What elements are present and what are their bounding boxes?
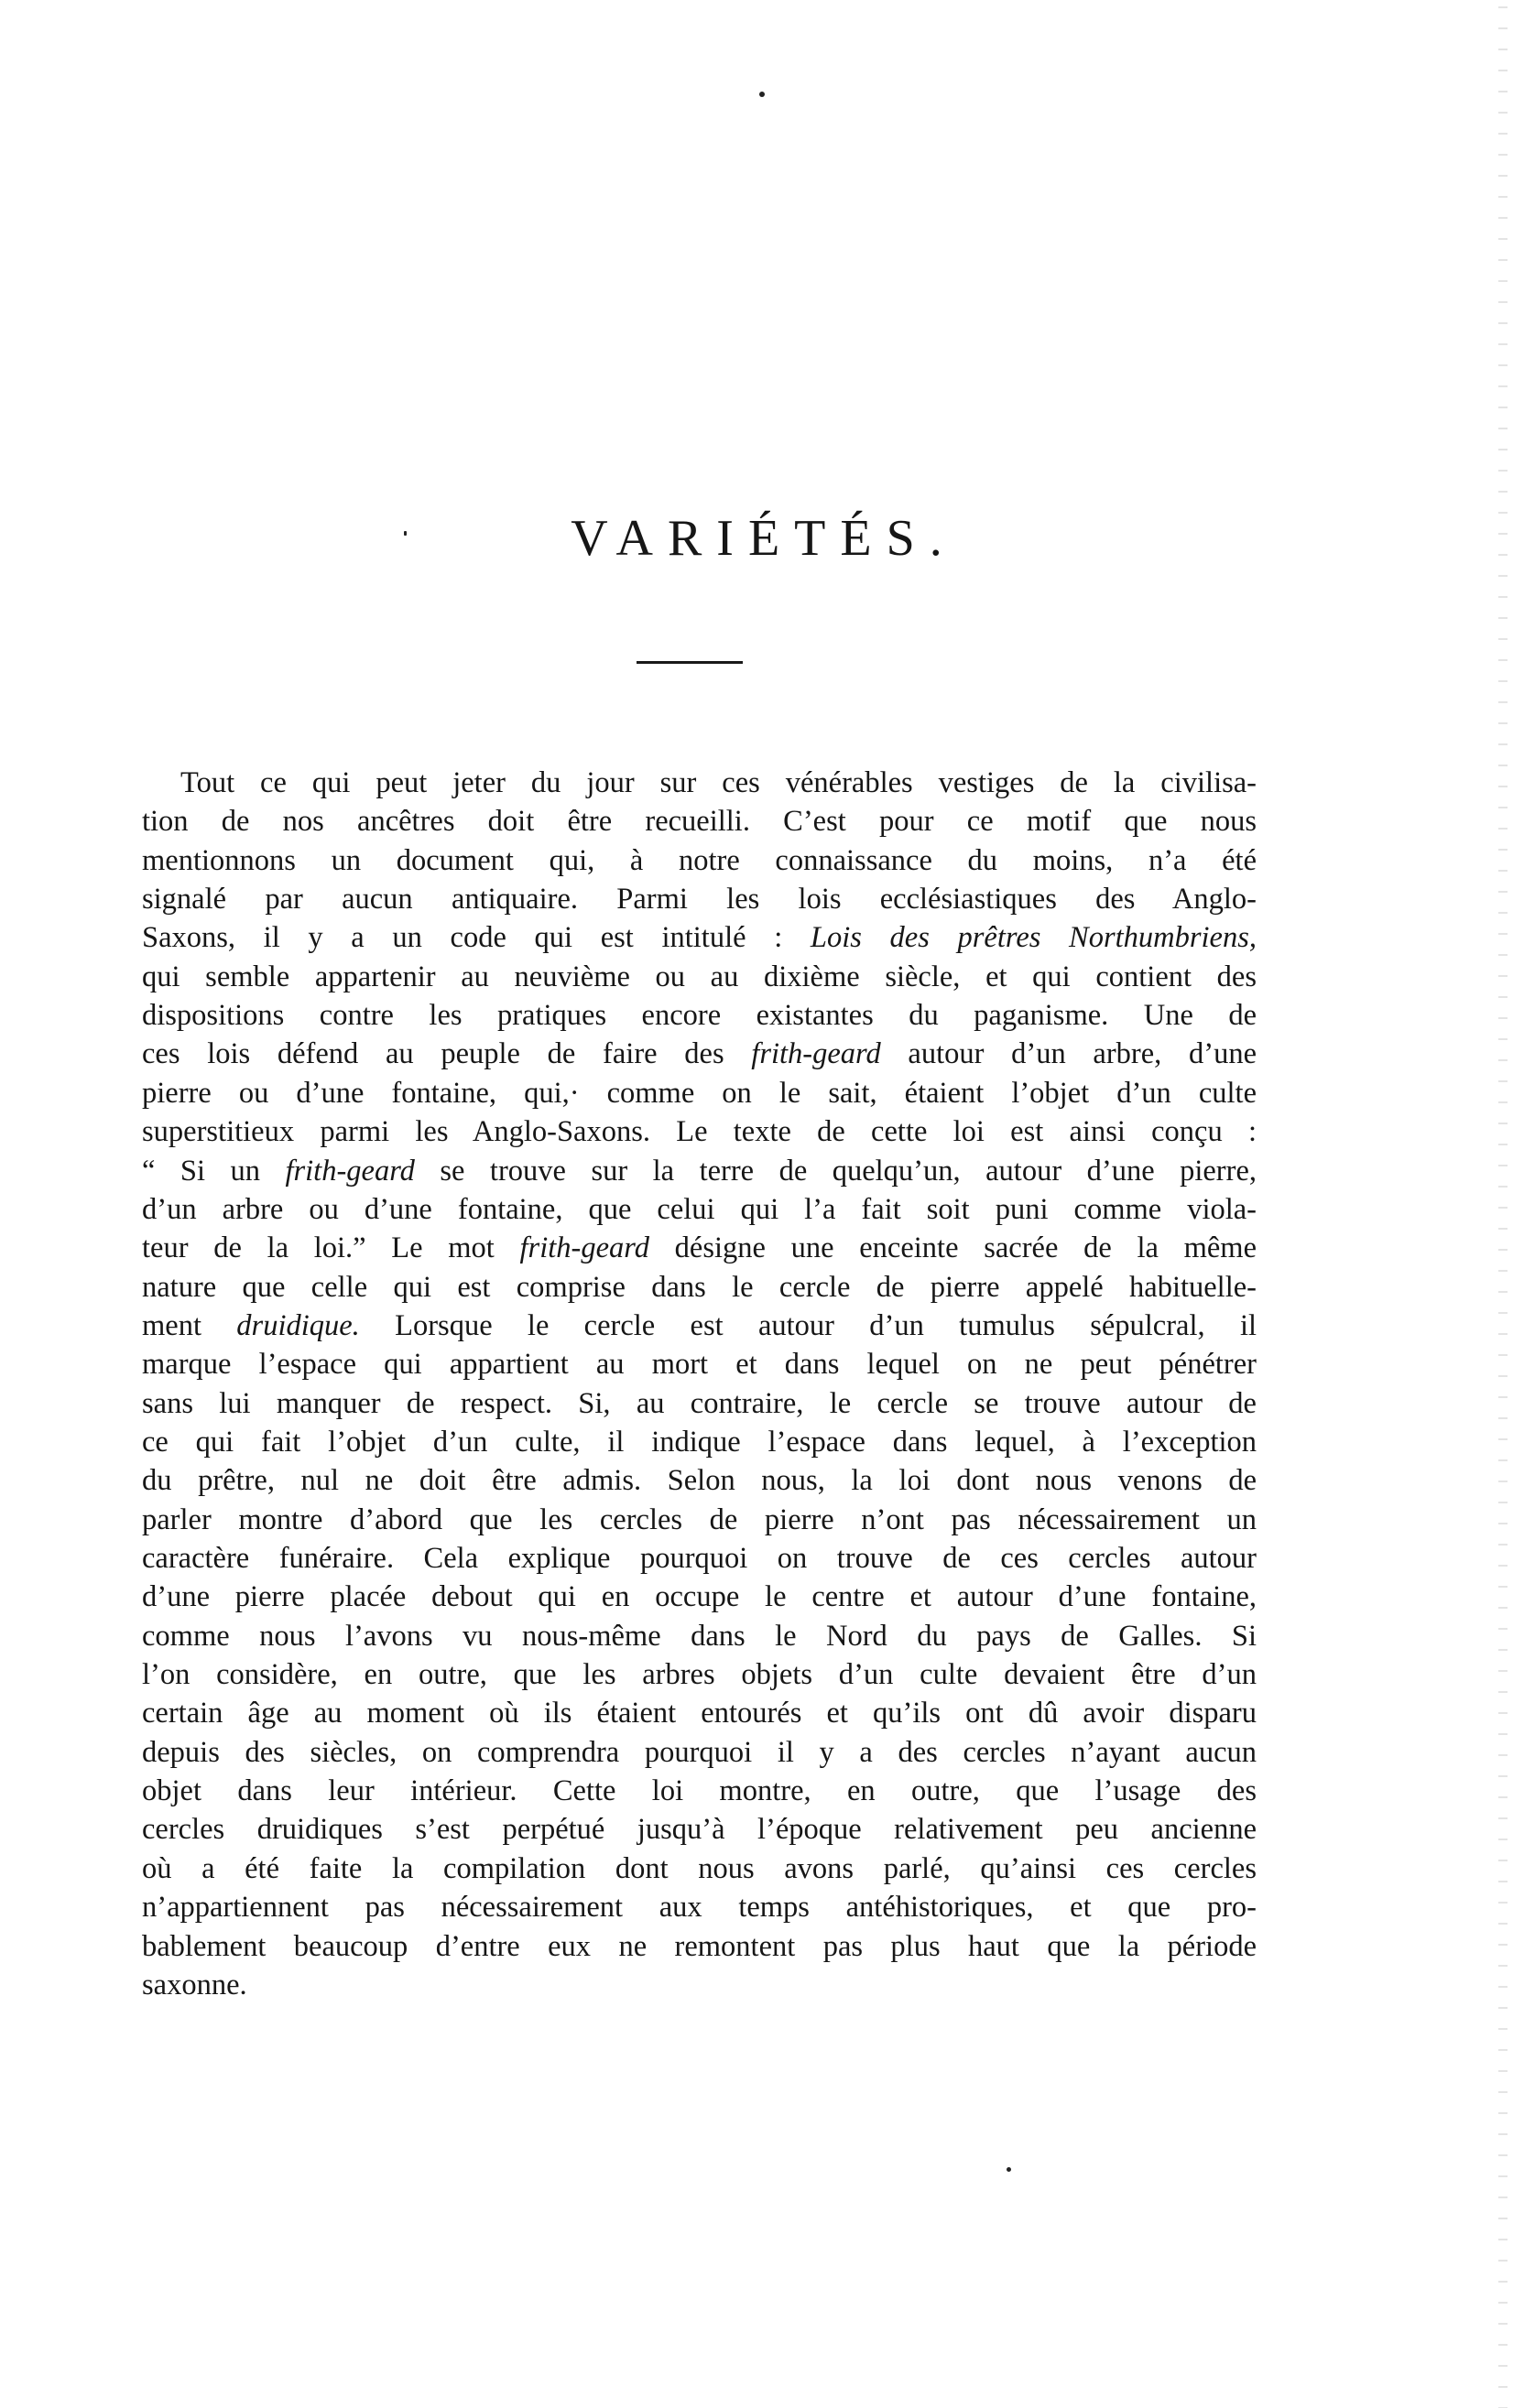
text-run: d’une pierre placée debout qui en occupe le centre et autour d’une fontaine, [142, 1580, 1257, 1614]
text-line [142, 800, 1257, 842]
text-run: ment [142, 1308, 237, 1342]
title-rule [637, 661, 743, 664]
text-line [142, 1654, 1257, 1696]
text-line [142, 1305, 1257, 1347]
text-run: pierre ou d’une fontaine, qui,· comme on le sait, étaient l’objet d’un culte [142, 1076, 1257, 1110]
text-line [142, 1537, 1257, 1579]
text-run: certain âge au moment où ils étaient entourés et qu’ils ont dû avoir disparu [142, 1697, 1257, 1730]
italic-term: druidique. [236, 1308, 360, 1342]
italic-term: frith-geard [285, 1154, 415, 1188]
text-line [142, 1848, 1257, 1890]
italic-term: frith-geard [751, 1037, 881, 1071]
text-line [142, 1886, 1257, 1928]
text-line [142, 1615, 1257, 1657]
text-line [142, 917, 1257, 959]
italic-term: Lois des prêtres Northumbriens, [810, 921, 1257, 955]
text-line [142, 1421, 1257, 1463]
text-run: caractère funéraire. Cela explique pourquoi on trouve de ces cercles autour [142, 1542, 1257, 1575]
text-run: comme nous l’avons vu nous-même dans le Nord du pays de Galles. Si [142, 1619, 1257, 1653]
text-run: désigne une enceinte sacrée de la même [648, 1231, 1257, 1265]
text-run: nature que celle qui est comprise dans le cercle de pierre appelé habituelle- [142, 1270, 1257, 1304]
text-run: ces lois défend au peuple de faire des [142, 1037, 752, 1071]
text-run: dispositions contre les pratiques encore existantes du paganisme. Une de [142, 999, 1257, 1033]
text-line [142, 1150, 1257, 1192]
text-run: “ Si un [142, 1154, 286, 1188]
text-run: l’on considère, en outre, que les arbres objets d’un culte devaient être d’un [142, 1658, 1257, 1692]
text-run: se trouve sur la terre de quelqu’un, autour d’une pierre, [414, 1154, 1257, 1188]
text-line [142, 1499, 1257, 1541]
text-line [142, 1266, 1257, 1308]
text-run: Saxons, il y a un code qui est intitulé : [142, 921, 811, 955]
text-line [142, 994, 1257, 1036]
text-run: autour d’un arbre, d’une [880, 1037, 1257, 1071]
text-line [142, 878, 1257, 920]
text-run: n’appartiennent pas nécessairement aux temps antéhistoriques, et que pro- [142, 1891, 1257, 1925]
text-run: saxonne. [142, 1968, 247, 2001]
text-line [142, 1188, 1257, 1231]
text-run: ce qui fait l’objet d’un culte, il indique l’espace dans lequel, à l’exception [142, 1425, 1257, 1459]
text-run: Lorsque le cercle est autour d’un tumulus sépulcral, il [359, 1308, 1257, 1342]
text-run: parler montre d’abord que les cercles de pierre n’ont pas nécessairement un [142, 1502, 1257, 1536]
text-run: depuis des siècles, on comprendra pourquoi il y a des cercles n’ayant aucun [142, 1735, 1257, 1769]
text-line [142, 1964, 1257, 2006]
page-title: VARIÉTÉS. [571, 510, 957, 567]
text-line [142, 840, 1257, 882]
text-run: d’un arbre ou d’une fontaine, que celui qui l’a fait soit puni comme viola- [142, 1192, 1257, 1226]
text-run: signalé par aucun antiquaire. Parmi les lois ecclésiastiques des Anglo- [142, 883, 1257, 917]
text-line [142, 1343, 1257, 1385]
text-run: mentionnons un document qui, à notre connaissance du moins, n’a été [142, 843, 1257, 877]
text-line [142, 1072, 1257, 1114]
text-line [142, 1692, 1257, 1734]
text-line [142, 1576, 1257, 1618]
text-run: tion de nos ancêtres doit être recueilli. C’est pour ce motif que nous [142, 805, 1257, 839]
text-line [142, 956, 1257, 998]
text-line [142, 1227, 1257, 1269]
text-run: superstitieux parmi les Anglo-Saxons. Le texte de cette loi est ainsi conçu : [142, 1115, 1257, 1149]
text-run: teur de la loi.” Le mot [142, 1231, 520, 1265]
page-edge-scan-noise [1498, 0, 1508, 2408]
text-line [142, 1459, 1257, 1502]
text-line [142, 1808, 1257, 1850]
text-run: où a été faite la compilation dont nous avons parlé, qu’ainsi ces cercles [142, 1851, 1257, 1885]
text-run: marque l’espace qui appartient au mort et dans lequel on ne peut pénétrer [142, 1348, 1257, 1382]
text-line [142, 1731, 1257, 1773]
text-line [142, 1033, 1257, 1075]
text-run: du prêtre, nul ne doit être admis. Selon nous, la loi dont nous venons de [142, 1464, 1257, 1498]
ink-speck [759, 92, 765, 97]
text-line [142, 1770, 1257, 1812]
text-line [142, 1925, 1257, 1968]
text-run: sans lui manquer de respect. Si, au contraire, le cercle se trouve autour de [142, 1386, 1257, 1420]
text-line [142, 1383, 1257, 1425]
text-run: qui semble appartenir au neuvième ou au dixième siècle, et qui contient des [142, 960, 1257, 993]
text-run: Tout ce qui peut jeter du jour sur ces vénérables vestiges de la civilisa- [180, 766, 1257, 799]
italic-term: frith-geard [519, 1231, 649, 1265]
ink-speck [1007, 2167, 1011, 2172]
text-run: cercles druidiques s’est perpétué jusqu’à l’époque relativement peu ancienne [142, 1813, 1257, 1847]
text-run: bablement beaucoup d’entre eux ne remontent pas plus haut que la période [142, 1929, 1257, 1963]
text-line [142, 1111, 1257, 1153]
text-line [180, 762, 1257, 804]
text-run: objet dans leur intérieur. Cette loi montre, en outre, que l’usage des [142, 1774, 1257, 1808]
